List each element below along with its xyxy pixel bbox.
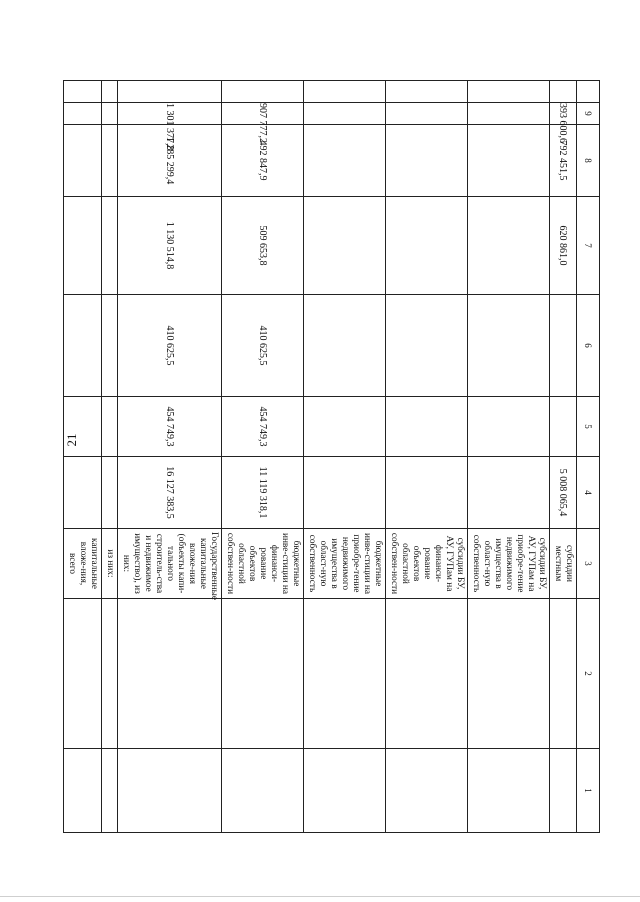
value-cell	[304, 295, 386, 397]
value-cell	[64, 457, 102, 529]
value-cell	[304, 103, 386, 125]
value-cell: 454 749,3	[222, 397, 304, 457]
col1-cell	[386, 749, 468, 833]
value-cell	[102, 295, 118, 397]
col1-cell	[550, 749, 577, 833]
budget-table	[63, 80, 600, 833]
col2-cell	[102, 599, 118, 749]
value-cell	[386, 197, 468, 295]
value-cell: 5 008 065,4	[550, 457, 577, 529]
value-cell	[102, 197, 118, 295]
col2-cell	[386, 599, 468, 749]
value-cell	[468, 103, 550, 125]
value-cell: 1 301 377,8	[118, 103, 222, 125]
column-header: 4	[577, 457, 600, 529]
header-row	[577, 81, 600, 833]
left-margin-cell	[102, 81, 118, 103]
value-cell	[64, 125, 102, 197]
value-cell: 16 127 383,5	[118, 457, 222, 529]
left-margin-cell	[577, 81, 600, 103]
left-margin-cell	[550, 81, 577, 103]
value-cell: 907 777,2	[222, 103, 304, 125]
row-label: бюджетные инве-стиции на финанси-рование объектов областной собствен-ности	[222, 529, 304, 599]
value-cell	[550, 397, 577, 457]
value-cell: 492 847,9	[222, 125, 304, 197]
col1-cell	[102, 749, 118, 833]
col2-cell	[468, 599, 550, 749]
left-margin-cell	[386, 81, 468, 103]
left-margin-cell	[304, 81, 386, 103]
value-cell: 1 130 514,8	[118, 197, 222, 295]
left-margin-cell	[222, 81, 304, 103]
column-header: 3	[577, 529, 600, 599]
table-row	[222, 81, 304, 833]
value-cell	[304, 457, 386, 529]
row-label: субсидии БУ, АУ, ГУПам на приобре-тение недвижимого имущества в област-ную собственность	[468, 529, 550, 599]
value-cell	[64, 295, 102, 397]
value-cell	[64, 197, 102, 295]
value-cell	[64, 397, 102, 457]
value-cell: 410 625,5	[222, 295, 304, 397]
left-margin-cell	[118, 81, 222, 103]
col2-cell	[222, 599, 304, 749]
value-cell	[550, 295, 577, 397]
value-cell	[304, 125, 386, 197]
column-header: 5	[577, 397, 600, 457]
col2-cell	[64, 599, 102, 749]
column-header: 6	[577, 295, 600, 397]
table-row	[386, 81, 468, 833]
value-cell	[468, 125, 550, 197]
value-cell: 410 625,5	[118, 295, 222, 397]
value-cell	[386, 295, 468, 397]
col1-cell	[304, 749, 386, 833]
rotated-table-container	[67, 80, 600, 802]
value-cell: 454 749,3	[118, 397, 222, 457]
col1-cell	[64, 749, 102, 833]
value-cell	[386, 125, 468, 197]
column-header: 7	[577, 197, 600, 295]
column-header: 1	[577, 749, 600, 833]
row-label: субсидии БУ, АУ, ГУПам на финанси-рование объектов областной собствен-ности	[386, 529, 468, 599]
value-cell	[468, 457, 550, 529]
col2-cell	[118, 599, 222, 749]
column-header: 8	[577, 125, 600, 197]
left-margin-cell	[64, 81, 102, 103]
value-cell: 620 861,0	[550, 197, 577, 295]
page-number: 21	[64, 433, 79, 447]
value-cell	[304, 197, 386, 295]
row-label: бюджетные инве-стиции на приобре-тение недвижимого имущества в област-ную собственность	[304, 529, 386, 599]
value-cell	[102, 125, 118, 197]
col1-cell	[118, 749, 222, 833]
value-cell	[386, 397, 468, 457]
row-label: из них:	[102, 529, 118, 599]
value-cell	[102, 397, 118, 457]
value-cell: 792 451,5	[550, 125, 577, 197]
row-label: капитальные вложе-ния, всего	[64, 529, 102, 599]
row-label: Государственные капитальные вложе-ния (объекты капи-тального строитель-ства и недвижимое имущество), из них:	[118, 529, 222, 599]
value-cell: 11 119 318,1	[222, 457, 304, 529]
column-header: 9	[577, 103, 600, 125]
table-row	[118, 81, 222, 833]
value-cell	[102, 103, 118, 125]
value-cell	[304, 397, 386, 457]
table-row	[102, 81, 118, 833]
value-cell: 393 600,6	[550, 103, 577, 125]
col2-cell	[550, 599, 577, 749]
page-bottom-rule	[0, 896, 640, 897]
col1-cell	[468, 749, 550, 833]
value-cell	[64, 103, 102, 125]
row-label: субсидии местным	[550, 529, 577, 599]
table-row	[468, 81, 550, 833]
value-cell	[386, 457, 468, 529]
value-cell	[102, 457, 118, 529]
value-cell	[468, 197, 550, 295]
value-cell	[386, 103, 468, 125]
left-margin-cell	[468, 81, 550, 103]
value-cell	[468, 397, 550, 457]
col2-cell	[304, 599, 386, 749]
value-cell: 509 653,8	[222, 197, 304, 295]
value-cell: 1 285 299,4	[118, 125, 222, 197]
table-row	[304, 81, 386, 833]
value-cell	[468, 295, 550, 397]
column-header: 2	[577, 599, 600, 749]
table-row	[64, 81, 102, 833]
table-row	[550, 81, 577, 833]
col1-cell	[222, 749, 304, 833]
